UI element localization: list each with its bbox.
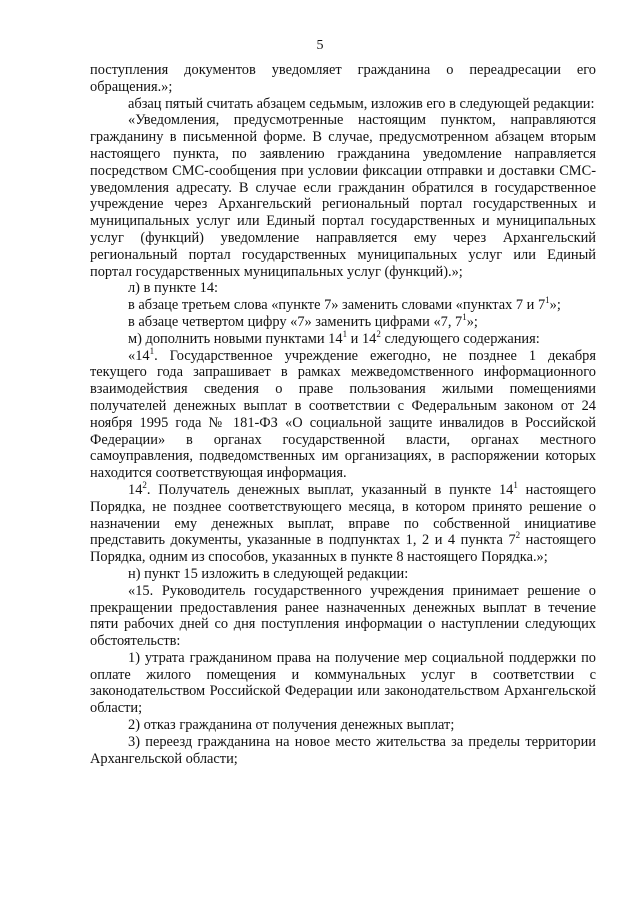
- text-run: в абзаце третьем слова «пункте 7» заменить словами «пунктах 7 и 7: [128, 297, 546, 314]
- superscript: 2: [142, 480, 147, 491]
- text-run: н) пункт 15 изложить в следующей редакции:: [128, 565, 409, 582]
- text-run: настоящего Порядка, не позднее соответствующего месяца, в котором принято решение о назначении ему денежных выплат, вправе по собственной инициативе представить документы, указанные в подпунктах 1, 2 и 4 пункта 7: [90, 481, 597, 549]
- text-run: . Государственное учреждение ежегодно, не позднее 1 декабря текущего года запрашивает в рамках межведомственного информационного взаимодействия сведения о праве пользования жилыми помещениями получателей денежных выплат в соответствии с Федеральным законом от 24 ноября 1995 года № 181-ФЗ «О социальной защите инвалидов в Российской Федерации» в органах государственной власти, органах местного самоуправления, подведомственных им организациях, в распоряжении которых находится соответствующая информация.: [90, 347, 596, 482]
- paragraph: [90, 734, 596, 768]
- paragraph: [90, 62, 596, 96]
- page-number: 5: [316, 38, 324, 53]
- text-run: «15. Руководитель государственного учреждения принимает решение о прекращении предоставления ранее назначенных денежных выплат в течение пяти рабочих дней со дня поступления информации о наступлении следующих обстоятельств:: [90, 582, 596, 650]
- superscript: 1: [342, 328, 348, 339]
- paragraph: [90, 482, 596, 566]
- superscript: 1: [545, 295, 550, 306]
- text-run: «Уведомления, предусмотренные настоящим пунктом, направляются гражданину в письменной форме. В случае, предусмотренном абзацем вторым настоящего пункта, по заявлению гражданина уведомление направляется посредством СМС-сообщения при условии фиксации отправки и доставки СМС-уведомления адресату. В случае если гражданин обратился в государственное учреждение через Архангельский региональный портал государственных и муниципальных услуг или Единый портал государственных и муниципальных услуг (функций) уведомление направляется ему через Архангельский региональный портал государственных муниципальных услуг или Единый портал государственных муниципальных услуг (функций).»;: [90, 112, 596, 280]
- text-run: 2) отказ гражданина от получения денежных выплат;: [128, 717, 455, 734]
- paragraph: [90, 297, 596, 314]
- paragraph: [90, 112, 596, 280]
- superscript: 2: [515, 530, 521, 541]
- document-body: [90, 62, 596, 767]
- text-run: настоящего Порядка, одним из способов, указанных в пункте 8 настоящего Порядка.»;: [90, 532, 596, 566]
- text-run: следующего содержания:: [380, 330, 540, 347]
- superscript: 1: [513, 480, 518, 491]
- superscript: 2: [376, 328, 381, 339]
- superscript: 1: [149, 345, 155, 356]
- text-run: . Получатель денежных выплат, указанный в пункте 14: [146, 481, 514, 498]
- text-run: »;: [466, 313, 478, 330]
- text-run: абзац пятый считать абзацем седьмым, изложив его в следующей редакции:: [128, 95, 595, 112]
- text-run: и 14: [347, 330, 377, 347]
- paragraph: [90, 717, 596, 734]
- paragraph: [90, 328, 596, 348]
- text-run: »;: [549, 297, 561, 314]
- paragraph: [90, 650, 596, 717]
- text-run: в абзаце четвертом цифру «7» заменить цифрами «7, 7: [128, 313, 463, 330]
- paragraph: [90, 345, 596, 482]
- text-run: поступления документов уведомляет гражданина о переадресации его обращения.»;: [90, 62, 596, 95]
- text-run: «14: [128, 347, 150, 364]
- paragraph: [90, 583, 596, 650]
- text-run: м) дополнить новыми пунктами 14: [128, 330, 343, 347]
- paragraph: [90, 280, 596, 297]
- text-run: 14: [128, 481, 143, 498]
- text-run: л) в пункте 14:: [128, 280, 219, 297]
- text-run: 3) переезд гражданина на новое место жительства за пределы территории Архангельской области;: [90, 733, 596, 767]
- paragraph: [90, 96, 596, 113]
- paragraph: [90, 566, 596, 583]
- text-run: 1) утрата гражданином права на получение мер социальной поддержки по оплате жилого помещения и коммунальных услуг в соответствии с законодательством Российской Федерации или законодательством Архангельской области;: [90, 649, 596, 717]
- superscript: 1: [462, 312, 467, 323]
